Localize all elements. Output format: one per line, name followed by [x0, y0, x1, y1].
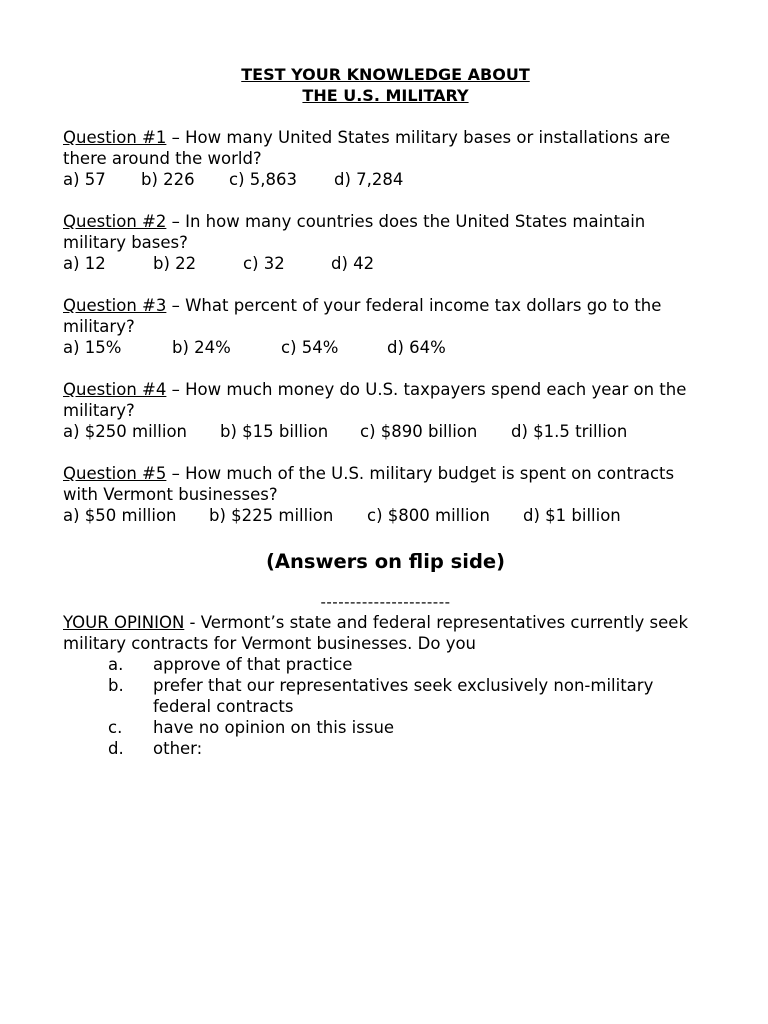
question-label: Question #5 — [63, 464, 167, 483]
option-a: a) 15% — [63, 338, 122, 357]
title-line-1: TEST YOUR KNOWLEDGE ABOUT — [241, 65, 530, 84]
dashed-divider: ---------------------- — [320, 593, 451, 611]
question-text: – How many United States military bases or installations are there around the world? — [63, 128, 671, 168]
page-title — [63, 64, 708, 106]
question-prompt — [63, 127, 708, 169]
question-label: Question #4 — [63, 380, 167, 399]
answer-options — [63, 169, 708, 190]
list-item-text: prefer that our representatives seek exclusively non-military federal contracts — [153, 676, 654, 716]
option-d: d) $1.5 trillion — [511, 422, 628, 441]
question-label: Question #1 — [63, 128, 167, 147]
question-text: – In how many countries does the United States maintain military bases? — [63, 212, 646, 252]
question-label: Question #2 — [63, 212, 167, 231]
option-c: c) $800 million — [367, 506, 490, 525]
option-b: b) $15 billion — [220, 422, 329, 441]
question-text: – How much of the U.S. military budget is spent on contracts with Vermont businesses? — [63, 464, 675, 504]
question-1 — [63, 127, 708, 190]
question-prompt — [63, 211, 708, 253]
question-5 — [63, 463, 708, 526]
list-item-text: approve of that practice — [153, 655, 353, 674]
opinion-list — [63, 654, 708, 759]
list-item — [63, 654, 708, 675]
list-item-letter: b. — [108, 676, 124, 695]
opinion-prompt — [63, 612, 708, 654]
option-a: a) $250 million — [63, 422, 187, 441]
title-line-2: THE U.S. MILITARY — [302, 86, 469, 105]
list-item — [63, 675, 708, 717]
option-b: b) 22 — [153, 254, 197, 273]
question-prompt — [63, 463, 708, 505]
list-item-letter: c. — [108, 718, 123, 737]
question-2 — [63, 211, 708, 274]
question-prompt — [63, 379, 708, 421]
answers-note: (Answers on flip side) — [265, 550, 506, 573]
list-item-letter: a. — [108, 655, 124, 674]
answer-options — [63, 505, 708, 526]
answer-options — [63, 421, 708, 442]
answer-options — [63, 337, 708, 358]
option-b: b) $225 million — [209, 506, 334, 525]
answer-options — [63, 253, 708, 274]
option-c: c) 32 — [243, 254, 285, 273]
option-c: c) 54% — [281, 338, 339, 357]
list-item — [63, 738, 708, 759]
option-d: d) 7,284 — [334, 170, 404, 189]
option-d: d) 64% — [387, 338, 446, 357]
option-c: c) 5,863 — [229, 170, 297, 189]
question-prompt — [63, 295, 708, 337]
opinion-text: - Vermont’s state and federal representatives currently seek military contracts for Vermont businesses. Do you — [63, 613, 688, 653]
option-c: c) $890 billion — [360, 422, 478, 441]
list-item — [63, 717, 708, 738]
option-a: a) 57 — [63, 170, 106, 189]
option-a: a) 12 — [63, 254, 106, 273]
list-item-text: have no opinion on this issue — [153, 718, 395, 737]
question-4 — [63, 379, 708, 442]
option-b: b) 24% — [172, 338, 231, 357]
option-d: d) 42 — [331, 254, 375, 273]
question-3 — [63, 295, 708, 358]
opinion-label: YOUR OPINION — [63, 613, 185, 632]
option-b: b) 226 — [141, 170, 195, 189]
question-text: – How much money do U.S. taxpayers spend each year on the military? — [63, 380, 687, 420]
question-label: Question #3 — [63, 296, 167, 315]
list-item-text: other: — [153, 739, 203, 758]
list-item-letter: d. — [108, 739, 124, 758]
option-a: a) $50 million — [63, 506, 177, 525]
opinion-section — [63, 612, 708, 759]
question-text: – What percent of your federal income tax dollars go to the military? — [63, 296, 662, 336]
option-d: d) $1 billion — [523, 506, 621, 525]
